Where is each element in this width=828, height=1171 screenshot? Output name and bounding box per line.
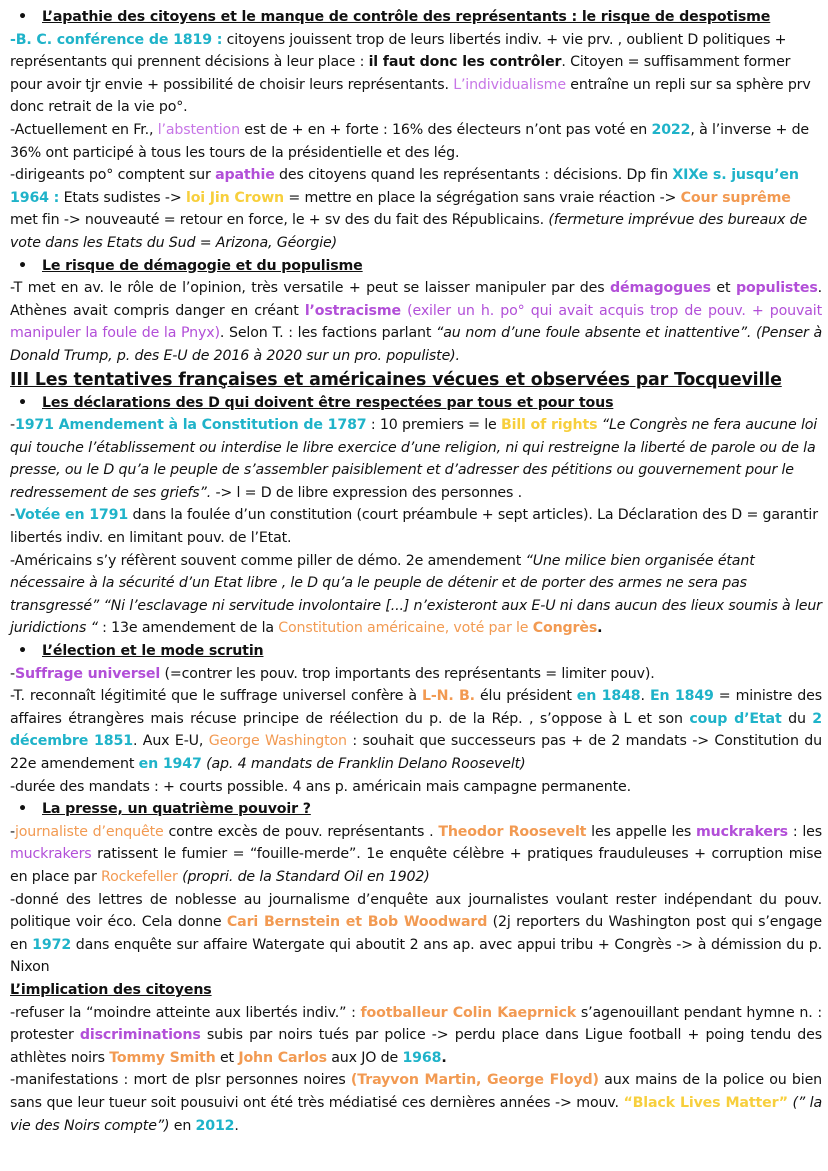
paragraph-bill-of-rights: -1971 Amendement à la Constitution de 1787 : 10 premiers = le Bill of rights “Le Congrès ne fera aucune loi qui touche l’établissement ou interdise le libre exercice d’une religion, ni qui restreigne la liberté de parole ou de la presse, ou le D qu’a le peuple de s’assembler paisiblement et d’adresser des pétitions ou gouvernement pour le redressement de ses griefs”. -> l = D de libre expression des personnes . — [10, 417, 818, 501]
paragraph-ostracisme: -T met en av. le rôle de l’opinion, très versatile + peut se laisser manipuler par des démagogues et populistes. Athènes avait compris danger en créant l’ostracisme (exiler un h. po° qui avait acquis trop de pouv. + pouvait manipuler la foule de la Pnyx). Selon T. : les factions parlant “au nom d’une foule absente et inattentive”. (Penser à Donald Trump, p. des E-U de 2016 à 2020 sur un pro. populiste). — [10, 280, 822, 364]
paragraph-duree-mandats: -durée des mandats : + courts possible. 4 ans p. américain mais campagne permanente. — [10, 778, 631, 795]
part-three-title: III Les tentatives françaises et américaines vécues et observées par Tocqueville — [10, 369, 782, 390]
section-heading-declarations: • Les déclarations des D qui doivent être respectées par tous et pour tous — [10, 392, 822, 415]
section-heading-apathie: • L’apathie des citoyens et le manque de contrôle des représentants : le risque de despotisme — [10, 6, 822, 29]
paragraph-amendements: -Américains s’y réfèrent souvent comme piller de démo. 2e amendement “Une milice bien organisée étant nécessaire à la sécurité d’un Etat libre , le D qu’a le peuple de détenir et de porter des armes ne sera pas transgressé” “Ni l’esclavage ni servitude involontaire [...] n’existeront aux E-U ni dans aucun des lieux soumis à leur juridictions “ : 13e amendement de la Constitution américaine, voté par le Congrès. — [10, 552, 822, 637]
paragraph-legitimite: -T. reconnaît légitimité que le suffrage universel confère à L-N. B. élu président en 1848. En 1849 = ministre des affaires étrangères mais récuse principe de réélection du p. de la Rép. , s’oppose à L et son coup d’Etat du 2 décembre 1851. Aux E-U, George Washington : souhait que successeurs pas + de 2 mandats -> Constitution du 22e amendement en 1947 (ap. 4 mandats de Franklin Delano Roosevelt) — [10, 688, 823, 772]
section-heading-presse: • La presse, un quatrième pouvoir ? — [10, 798, 822, 821]
paragraph-black-lives-matter: -manifestations : mort de plsr personnes noires (Trayvon Martin, George Floyd) aux mains de la police ou bien sans que leur tueur soit pousuivi ont été très médiatisé ces dernières années -> mouv. “Black Lives Matter” (” la vie des Noirs compte”) en 2012. — [10, 1072, 822, 1134]
section-heading-implication: L’implication des citoyens — [10, 981, 212, 998]
section-heading-election: • L’élection et le mode scrutin — [10, 640, 822, 663]
paragraph-constant: -B. C. conférence de 1819 : citoyens jouissent trop de leurs libertés indiv. + vie prv. , oublient D politiques + représentants qui prennent décisions à leur place : il faut donc les contrôler. Citoyen = suffisamment former pour avoir tjr envie + possibilité de choisir leurs représentants. L’individualisme entraîne un repli sur sa sphère prv donc retrait de la vie po°. — [10, 31, 811, 116]
paragraph-suffrage: -Suffrage universel (=contrer les pouv. trop importants des représentants = limiter pouv). — [10, 665, 655, 682]
paragraph-muckrakers: -journaliste d’enquête contre excès de pouv. représentants . Theodor Roosevelt les appelle les muckrakers : les muckrakers ratissent le fumier = “fouille-merde”. 1e enquête célèbre + pratiques frauduleuses + corruption mise en place par Rockefeller (propri. de la Standard Oil en 1902) — [10, 823, 822, 885]
paragraph-kaepernick: -refuser la “moindre atteinte aux libertés indiv.” : footballeur Colin Kaeprnick s’agenouillant pendant hymne n. : protester discriminations subis par noirs tués par police -> perdu place dans Ligue football + poing tendu des athlètes noirs Tommy Smith et John Carlos aux JO de 1968. — [10, 1004, 822, 1066]
paragraph-abstention: -Actuellement en Fr., l’abstention est de + en + forte : 16% des électeurs n’ont pas voté en 2022, à l’inverse + de 36% ont participé à tous les tours de la présidentielle et des lég. — [10, 121, 810, 161]
paragraph-watergate: -donné des lettres de noblesse au journalisme d’enquête aux journalistes voulant rester indépendant du pouv. politique voir éco. Cela donne Cari Bernstein et Bob Woodward (2j reporters du Washington post qui s’engage en 1972 dans enquête sur affaire Watergate qui aboutit 2 ans ap. avec appui tribu + Congrès -> à démission du p. Nixon — [10, 891, 822, 976]
section-heading-demagogie: • Le risque de démagogie et du populisme — [10, 255, 822, 278]
paragraph-jim-crow: -dirigeants po° comptent sur apathie des citoyens quand les représentants : décisions. Dp fin XIXe s. jusqu’en 1964 : Etats sudistes -> loi Jin Crown = mettre en place la ségrégation sans vraie réaction -> Cour suprême met fin -> nouveauté = retour en force, le + sv des du fait des Républicains. (fermeture imprévue des bureaux de vote dans les Etats du Sud = Arizona, Géorgie) — [10, 167, 808, 251]
paragraph-votee-1791: -Votée en 1791 dans la foulée d’un constitution (court préambule + sept articles). La Déclaration des D = garantir libertés indiv. en limitant pouv. de l’Etat. — [10, 507, 818, 547]
